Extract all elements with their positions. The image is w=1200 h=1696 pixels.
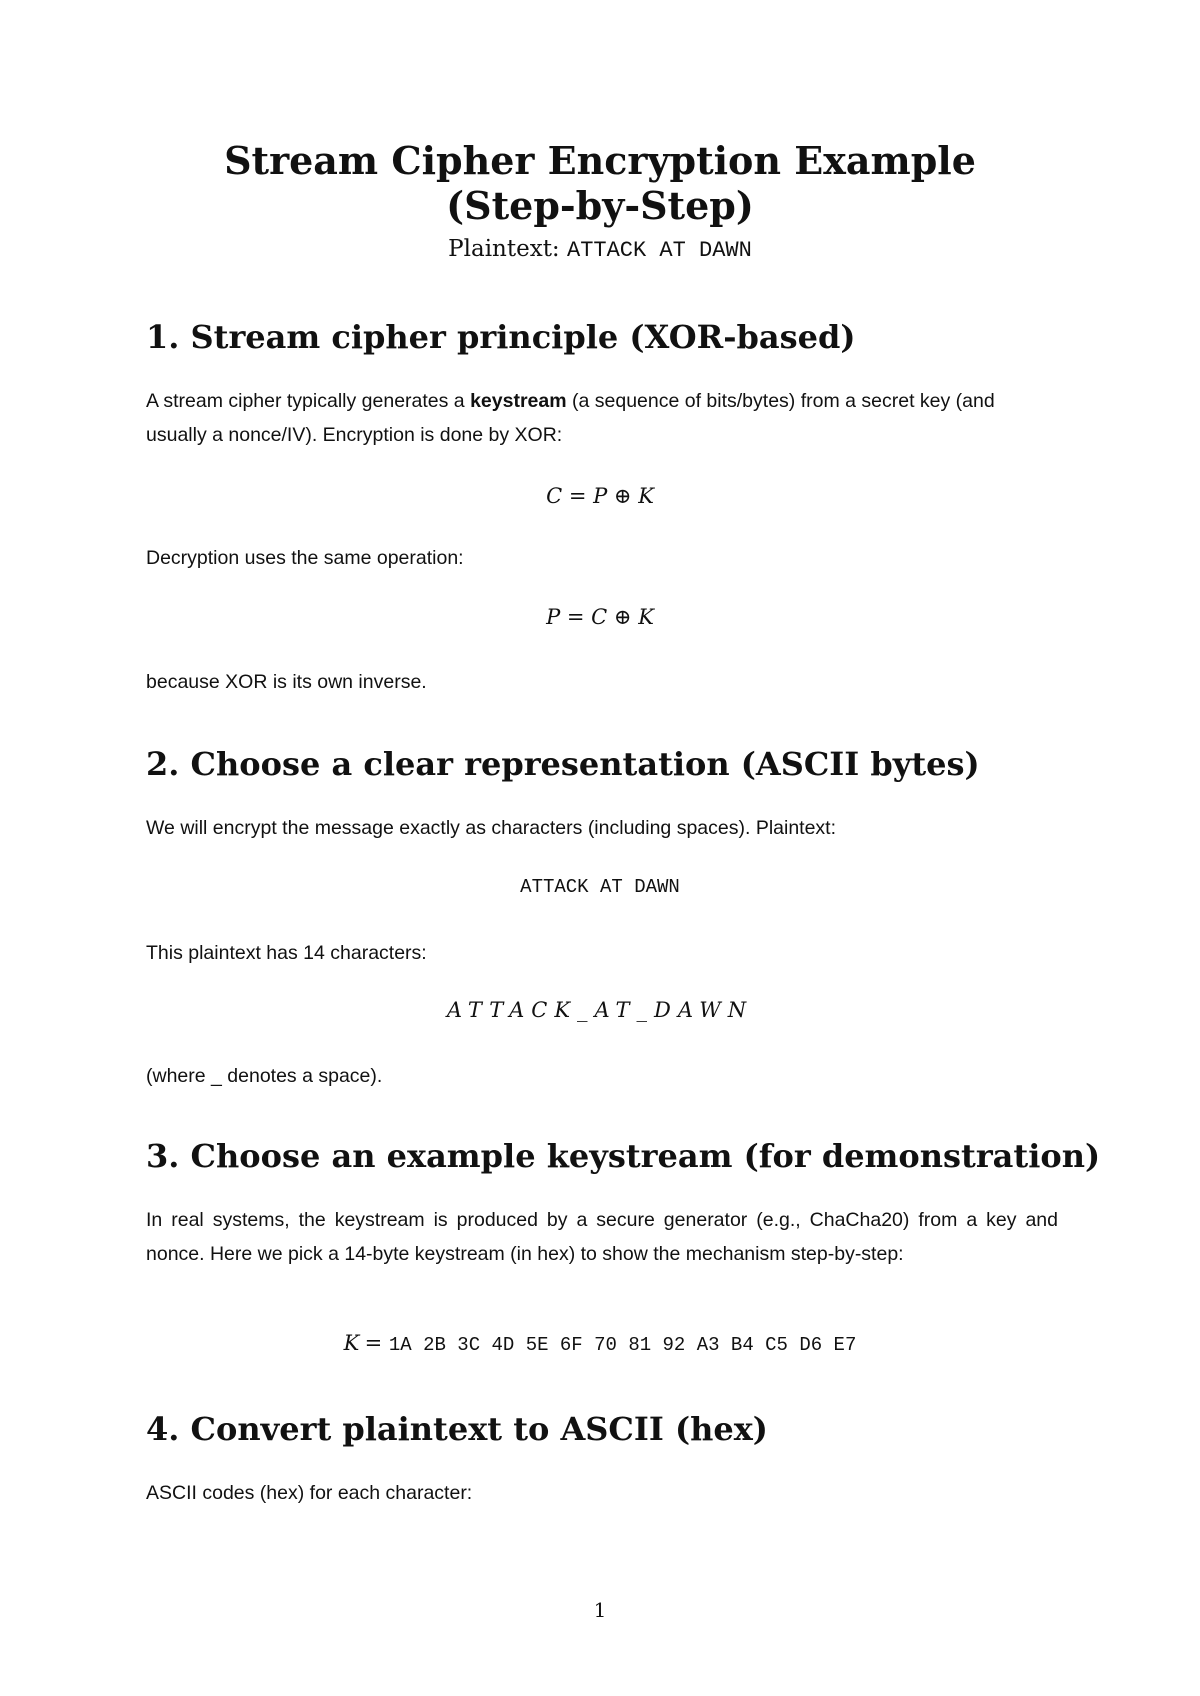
section-2-paragraph-1: We will encrypt the message exactly as characters (including spaces). Plaintext: [146, 817, 837, 839]
document-subtitle [0, 236, 1200, 263]
keystream-bytes: 1A 2B 3C 4D 5E 6F 70 81 92 A3 B4 C5 D6 E7 [388, 1334, 857, 1356]
keystream-equation: K = 1A 2B 3C 4D 5E 6F 70 81 92 A3 B4 C5 D6 E7 [343, 1331, 857, 1356]
page-number: 1 [593, 1598, 607, 1622]
plaintext-display: ATTACK AT DAWN [520, 876, 680, 898]
encryption-equation: C = P ⊕ K [546, 484, 654, 508]
section-1-heading: 1. Stream cipher principle (XOR-based) [146, 318, 856, 356]
section-1-paragraph-2: Decryption uses the same operation: [146, 547, 464, 569]
keystream-term: keystream [470, 390, 567, 412]
section-3-heading: 3. Choose an example keystream (for demonstration) [146, 1137, 1101, 1175]
section-2-paragraph-3: (where _ denotes a space). [146, 1065, 383, 1087]
section-2-heading: 2. Choose a clear representation (ASCII bytes) [146, 745, 980, 783]
decryption-equation: P = C ⊕ K [546, 605, 654, 629]
subtitle-plaintext: ATTACK AT DAWN [567, 238, 752, 263]
document-title-line-2: (Step-by-Step) [446, 183, 754, 228]
paragraph-text: A stream cipher typically generates a [146, 390, 471, 412]
paragraph-text: (a sequence of bits/bytes) from a secret key (and usually a nonce/IV). Encryption is done by XOR: [146, 390, 995, 446]
section-4-heading: 4. Convert plaintext to ASCII (hex) [146, 1410, 768, 1448]
section-4-paragraph-1: ASCII codes (hex) for each character: [146, 1482, 473, 1504]
section-1-paragraph-3: because XOR is its own inverse. [146, 671, 427, 693]
keystream-symbol: K [343, 1331, 360, 1355]
section-3-paragraph-1: In real systems, the keystream is produced by a secure generator (e.g., ChaCha20) from a key and nonce. Here we pick a 14-byte keystream (in hex) to show the mechanism step-by-step: [146, 1209, 1058, 1265]
document-title-line-1: Stream Cipher Encryption Example [224, 138, 976, 183]
plaintext-characters: ATTACK_AT_DAWN [446, 998, 754, 1022]
section-1-paragraph-1 [146, 384, 1058, 452]
subtitle-label: Plaintext: [448, 236, 560, 262]
section-2-paragraph-2: This plaintext has 14 characters: [146, 942, 427, 964]
